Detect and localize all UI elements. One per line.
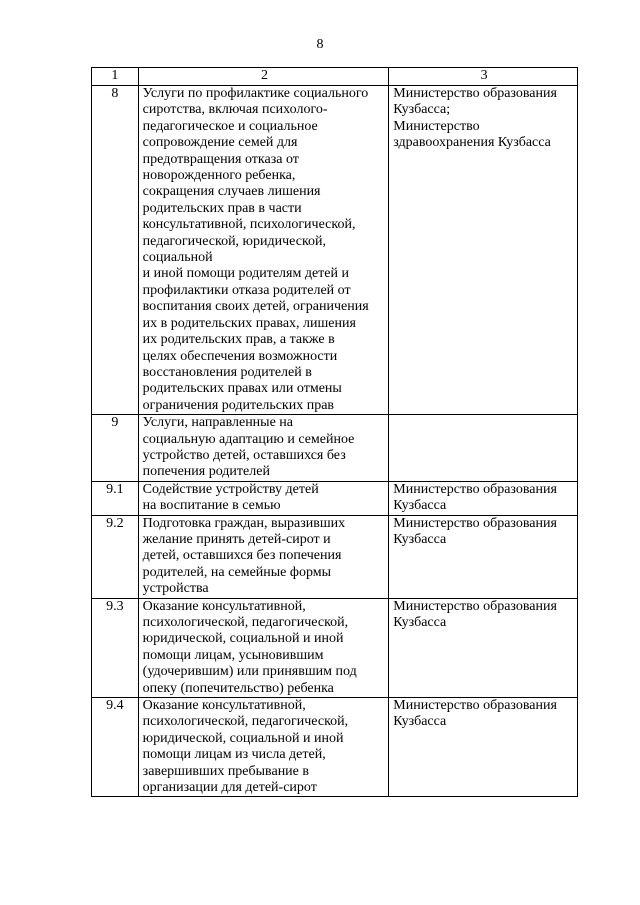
service-description: Подготовка граждан, выразивших желание принять детей-сирот и детей, оставшихся без попечения родителей, на семейные формы устройства [138,515,389,598]
responsible-ministry [389,415,578,482]
header-col-2: 2 [138,68,389,86]
row-number: 9.1 [92,481,139,515]
service-description: Содействие устройству детей на воспитание в семью [138,481,389,515]
table-row [92,698,578,797]
page-number: 8 [316,37,324,52]
header-col-3: 3 [389,68,578,86]
row-number: 9 [92,415,139,482]
responsible-ministry: Министерство образования Кузбасса; Министерство здравоохранения Кузбасса [389,86,578,415]
row-number: 9.3 [92,598,139,697]
responsible-ministry: Министерство образования Кузбасса [389,598,578,697]
table-row [92,598,578,697]
service-description: Услуги по профилактике социального сиротства, включая психолого- педагогическое и социальное сопровождение семей для предотвращения отказа от новорожденного ребенка, сокращения случаев лишения родительских прав в части консультативной, психологической, педагогической, юридической, социальной и иной помощи родителям детей и профилактики отказа родителей от воспитания своих детей, ограничения их в родительских правах, лишения их родительских прав, а также в целях обеспечения возможности восстановления родителей в родительских правах или отмены ограничения родительских прав [138,86,389,415]
table-row [92,481,578,515]
table-row [92,515,578,598]
service-description: Оказание консультативной, психологической, педагогической, юридической, социальной и иной помощи лицам, усыновившим (удочерившим) или принявшим под опеку (попечительство) ребенка [138,598,389,697]
responsible-ministry: Министерство образования Кузбасса [389,698,578,797]
table-row [92,415,578,482]
table-header-row [92,68,578,86]
responsible-ministry: Министерство образования Кузбасса [389,481,578,515]
table-row [92,86,578,415]
responsible-ministry: Министерство образования Кузбасса [389,515,578,598]
row-number: 8 [92,86,139,415]
row-number: 9.2 [92,515,139,598]
row-number: 9.4 [92,698,139,797]
service-description: Услуги, направленные на социальную адаптацию и семейное устройство детей, оставшихся без попечения родителей [138,415,389,482]
service-description: Оказание консультативной, психологической, педагогической, юридической, социальной и иной помощи лицам из числа детей, завершивших пребывание в организации для детей-сирот [138,698,389,797]
header-col-1: 1 [92,68,139,86]
services-table [91,67,578,797]
